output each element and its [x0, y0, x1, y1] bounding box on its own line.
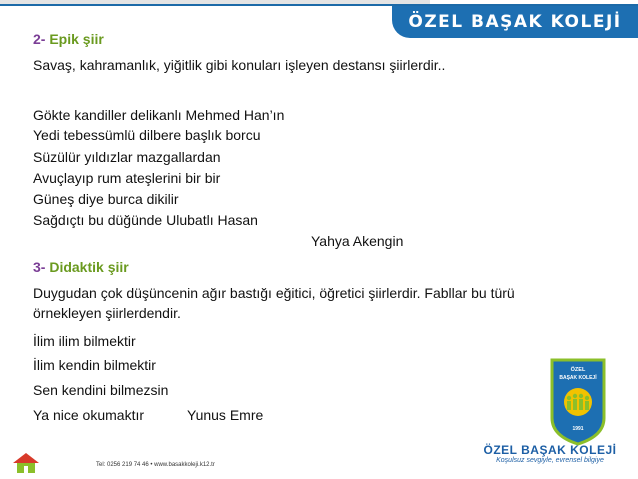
didactic-poem-line: İlim kendin bilmektir [33, 357, 156, 373]
didactic-heading-text: Didaktik şiir [49, 259, 129, 275]
didactic-author: Yunus Emre [187, 407, 264, 423]
didactic-description-line: örnekleyen şiirlerdendir. [33, 305, 181, 321]
epic-heading-number: 2- [33, 31, 46, 47]
didactic-heading-number: 3- [33, 259, 46, 275]
epic-poem-line: Süzülür yıldızlar mazgallardan [33, 149, 221, 165]
school-logo-badge [548, 356, 608, 446]
footer-contact: Tel: 0256 219 74 46 • www.basakkoleji.k12.tr [96, 462, 215, 468]
logo-slogan: Koşulsuz sevgiyle, evrensel bilgiye [496, 457, 604, 464]
badge-top-text: ÖZEL [570, 367, 586, 373]
epic-poem-line: Sağdıçtı bu düğünde Ulubatlı Hasan [33, 212, 258, 228]
didactic-poem-line: Ya nice okumaktır [33, 407, 145, 423]
badge-year-text: 1991 [572, 426, 584, 432]
school-logo-text [472, 443, 628, 464]
house-icon [12, 452, 40, 474]
epic-heading-text: Epik şiir [49, 31, 104, 47]
didactic-poem-line: İlim ilim bilmektir [33, 333, 136, 349]
logo-title: ÖZEL BAŞAK KOLEJİ [483, 443, 617, 457]
didactic-description-line: Duygudan çok düşüncenin ağır bastığı eğitici, öğretici şiirlerdir. Fabllar bu türü [33, 285, 515, 301]
didactic-heading [33, 258, 129, 276]
brand-banner: ÖZEL BAŞAK KOLEJİ [392, 6, 638, 38]
epic-poem-line: Avuçlayıp rum ateşlerini bir bir [33, 170, 221, 186]
epic-author: Yahya Akengin [311, 233, 404, 249]
didactic-poem-line: Sen kendini bilmezsin [33, 382, 169, 398]
badge-name-text: BAŞAK KOLEJİ [559, 375, 597, 381]
epic-heading [33, 30, 104, 48]
epic-description: Savaş, kahramanlık, yiğitlik gibi konuları işleyen destansı şiirlerdir.. [33, 57, 446, 73]
epic-poem-line: Yedi tebessümlü dilbere başlık borcu [33, 127, 261, 143]
epic-poem-line: Güneş diye burca dikilir [33, 191, 179, 207]
epic-poem-line: Gökte kandiller delikanlı Mehmed Han’ın [33, 107, 285, 123]
